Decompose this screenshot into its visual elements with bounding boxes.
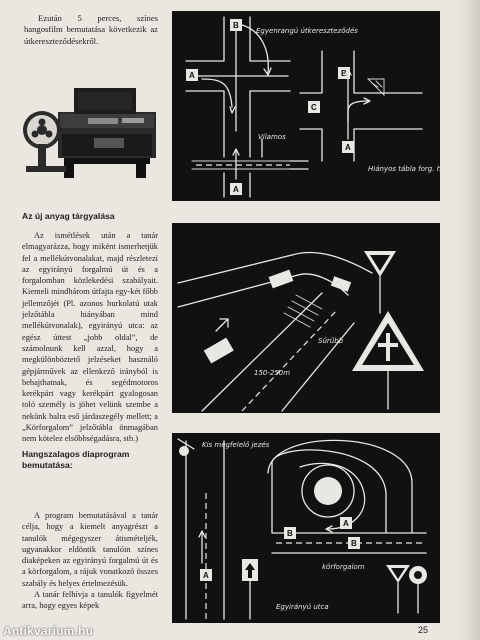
vehicle-label: A	[189, 71, 195, 80]
give-way-sign-icon	[364, 251, 396, 313]
vehicle-label: B	[287, 529, 293, 538]
page-edge	[458, 0, 480, 640]
vehicle-label: B	[233, 21, 239, 30]
paragraph: A tanár felhívja a tanulók figyelmét arra, hogy egyes képek	[22, 590, 158, 611]
figure-label: Hiányos tábla forg. helyzet	[368, 165, 463, 173]
one-way-sign-icon	[242, 559, 258, 619]
vehicle-label: A	[345, 143, 351, 152]
chalkboard-figure-roundabout	[172, 433, 440, 623]
section-body	[22, 510, 158, 628]
roundabout-island	[314, 477, 342, 505]
give-way-sign-icon	[386, 565, 410, 613]
vehicle-label: C	[311, 103, 317, 112]
figure-label: körforgalom	[322, 563, 365, 571]
vehicle-label: B	[351, 539, 357, 548]
roundabout-sign-icon	[409, 566, 427, 613]
watermark: Antikvarium.hu	[3, 624, 94, 638]
intersection-diagram	[172, 11, 463, 201]
no-entry-sign-icon	[179, 446, 189, 456]
vehicle-label: B	[341, 69, 347, 78]
intro-paragraph: Ezután 5 perces, színes hangosfilm bemutatása következik az útkereszteződésekről.	[24, 13, 158, 46]
figure-label: Sűrűbb	[318, 337, 344, 345]
figure-label: Egyenrangú útkereszteződés	[256, 27, 358, 35]
section-heading: Az új anyag tárgyalása	[22, 211, 115, 221]
vehicle-label: A	[343, 519, 349, 528]
car-icon	[269, 270, 294, 289]
paragraph: Az ismétlések után a tanár elmagyarázza, hogy miként ismerhetjük fel a mellékútvonalakat, majd részletezi az egyirányú forgalmú út és a forgalomban közlekedési szabályait. Kiemeli mindhárom útfajta egy-két főbb jellemzőjét (Pl. azonos burkolatú utak jelzőtábla hiányában mind mellékútvonalak), egyirányú utca: az egész úttest „jobb oldal”, de számolnunk kell azzal, hogy a megkülönböztető jelzéseket használó gépjárművek az ellenkező irányból is behajthatnak, és segédmotoros kerékpárt vagy kerékpárt gyalogosan toló személy is jöhet velünk szembe a nekünk balra eső járdaszegély mellett; a „Körforgalom” jelzőtábla önmagában nem kötelez elsőbbségadásra, stb.)	[22, 231, 158, 444]
chalkboard-figure-road-signs	[172, 223, 440, 413]
chalkboard-figure-intersections	[172, 11, 463, 201]
crossroad-warning-sign-icon	[352, 311, 424, 409]
distance-label: 150-250m	[254, 369, 291, 377]
road-sign-diagram	[172, 223, 440, 413]
figure-label: Egyirányú utca	[276, 603, 329, 611]
section-body	[22, 230, 158, 444]
car-icon	[204, 338, 234, 364]
section-heading: Hangszalagos diaprogram bemutatása:	[22, 449, 130, 470]
vehicle-label: A	[203, 571, 209, 580]
figure-label: Vilamos	[258, 133, 286, 141]
figure-label: Kis megfelelő jezés	[202, 441, 270, 449]
vehicle-label: A	[233, 185, 239, 194]
paragraph: A program bemutatásával a tanár célja, hogy a kiemelt anyagrészt a tanulók mégegyszer átismételjék, ugyanakkor eldöntik tanulóin színes diaképeken az egyirányú forgalmú út és a körforgalom, a rájuk vonatkozó összes szabály és helyes értelmezésük.	[22, 511, 158, 588]
roundabout-diagram	[172, 433, 440, 623]
page-number: 25	[418, 625, 429, 635]
slide-projector-illustration	[18, 82, 158, 190]
